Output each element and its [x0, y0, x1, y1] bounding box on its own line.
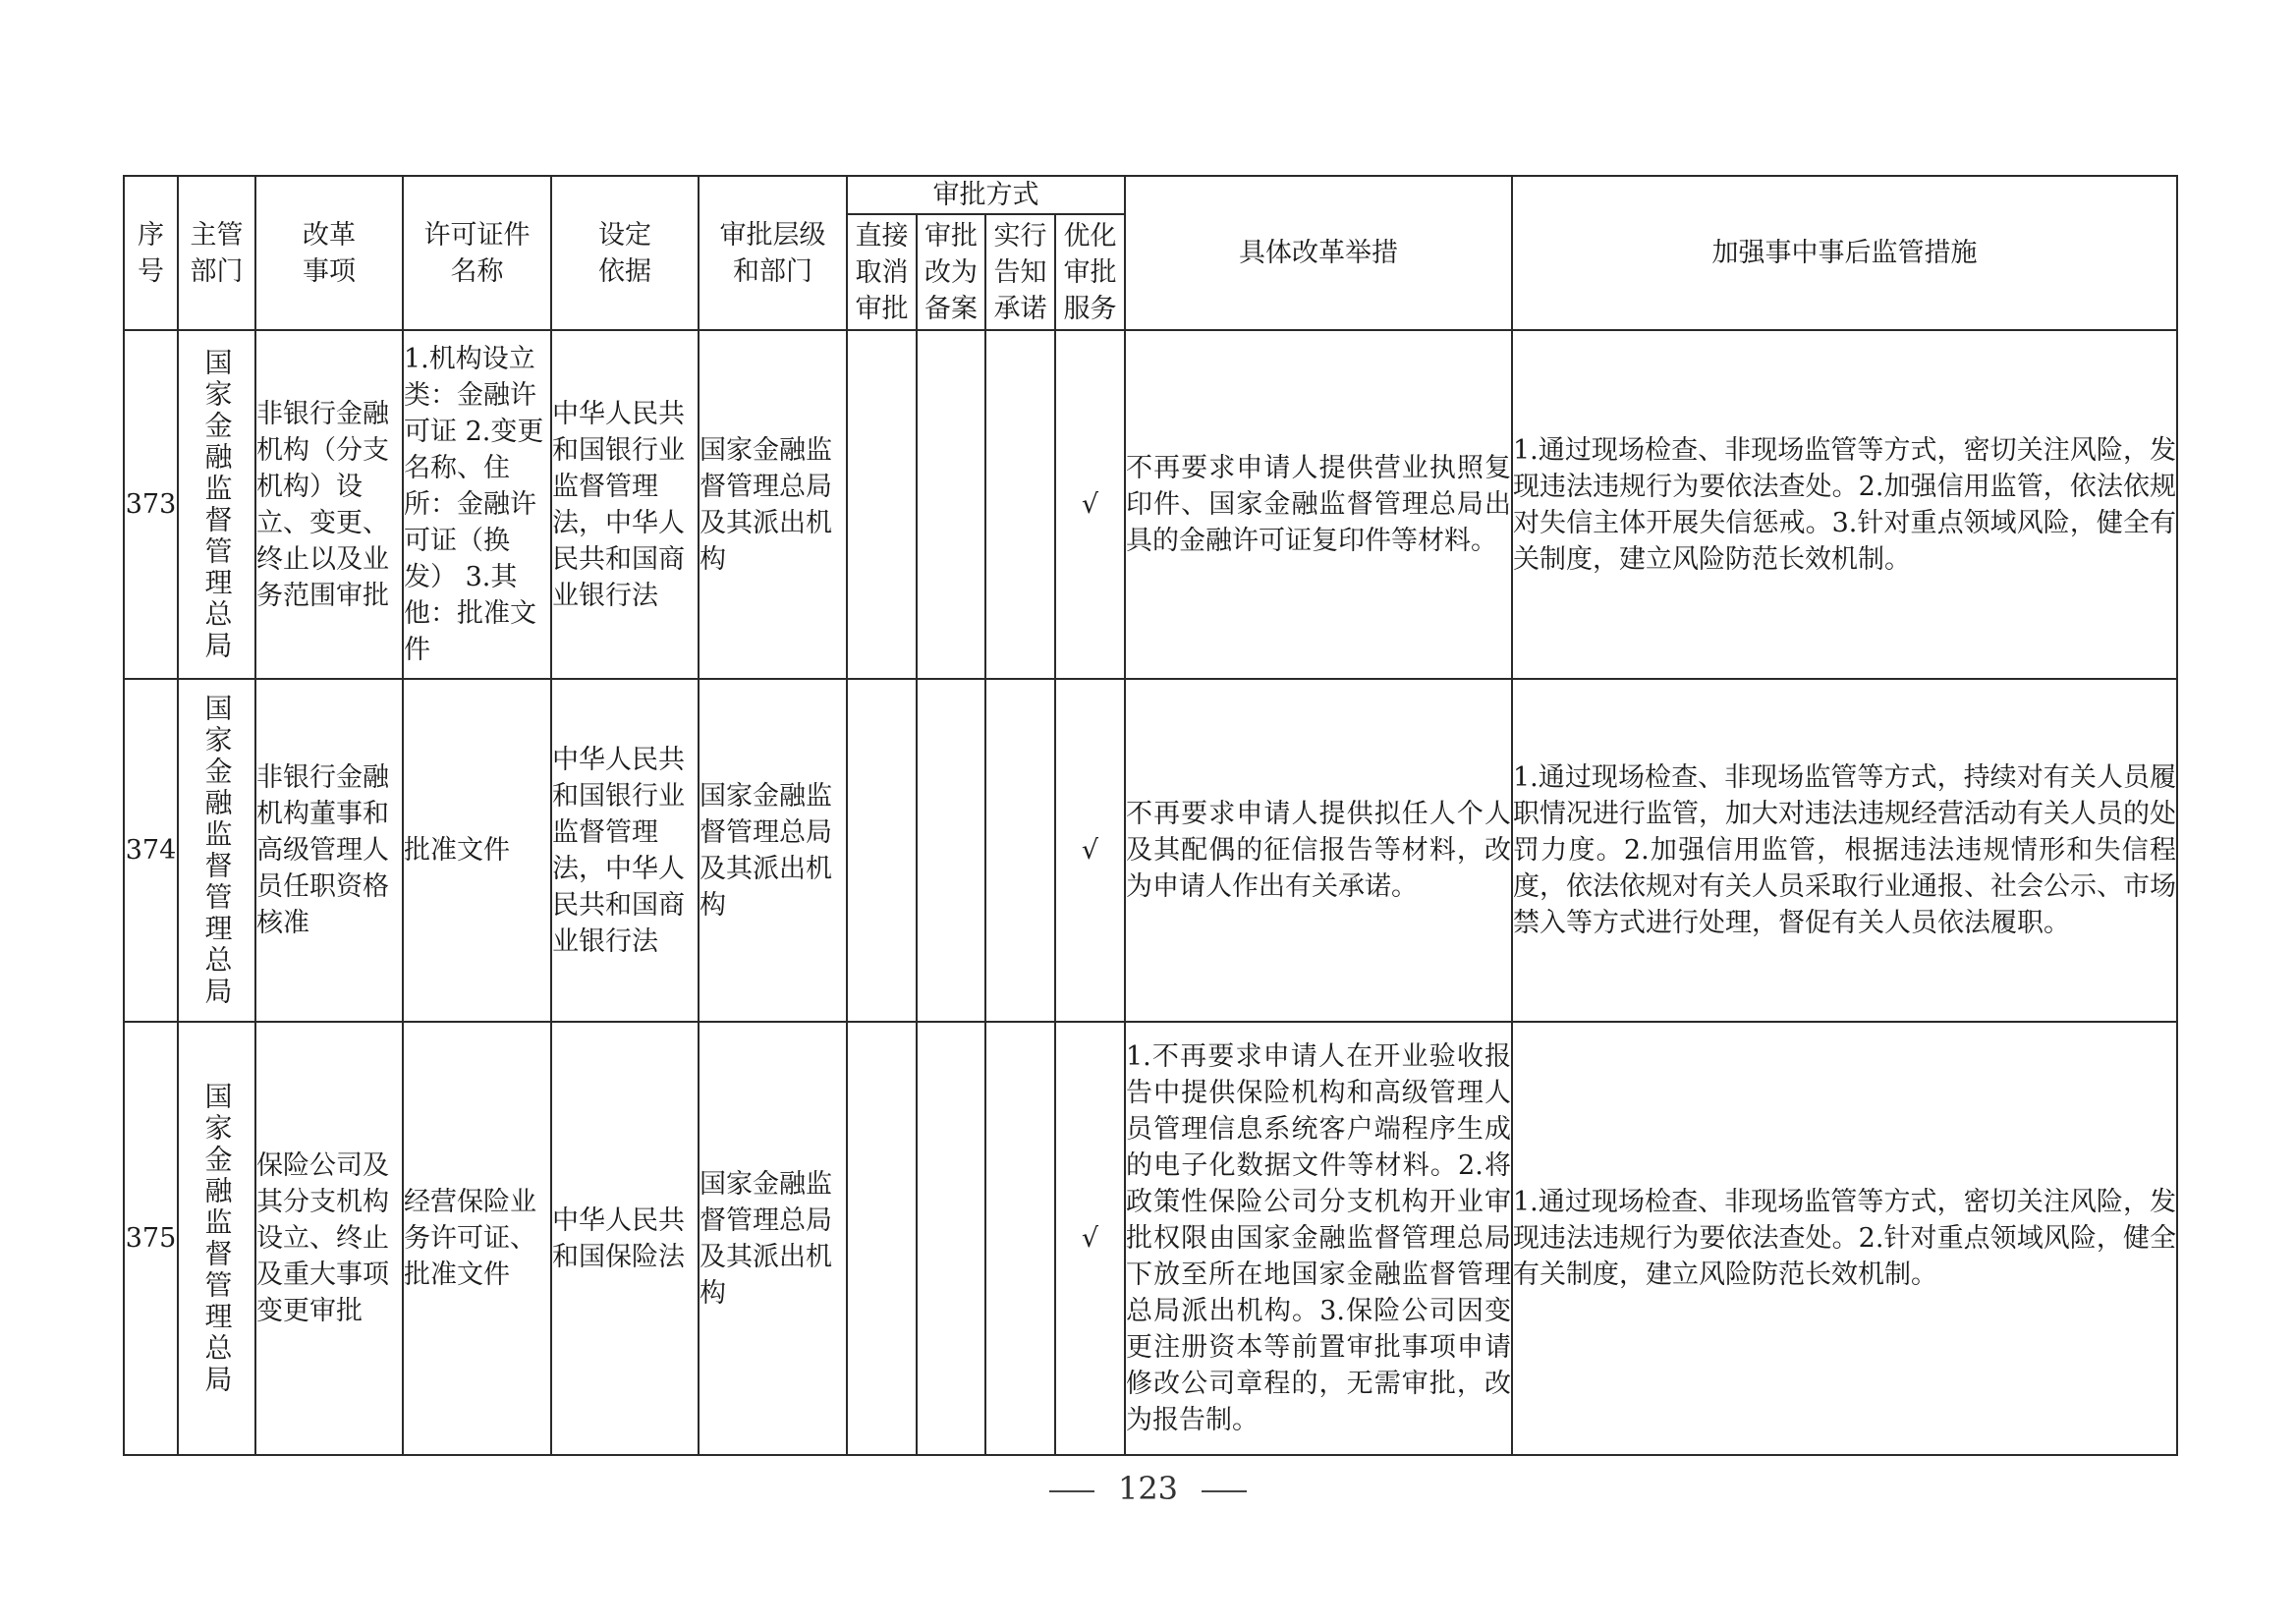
row-basis: 中华人民共和国银行业监督管理法，中华人民共和国商业银行法	[551, 330, 699, 679]
header-method-group: 审批方式	[847, 176, 1125, 214]
header-seq: 序号	[124, 176, 178, 330]
header-row-1	[124, 176, 2177, 214]
page-number-right-dash	[1202, 1490, 1247, 1492]
row-m1	[847, 1022, 917, 1455]
page-number	[0, 1470, 2296, 1507]
header-method-cancel: 直接取消审批	[847, 214, 917, 330]
row-item: 非银行金融机构（分支机构）设立、变更、终止以及业务范围审批	[255, 330, 403, 679]
reform-table	[123, 175, 2178, 1456]
row-measures: 不再要求申请人提供拟任人个人及其配偶的征信报告等材料，改为申请人作出有关承诺。	[1125, 679, 1512, 1022]
row-m4-checkmark: √	[1055, 679, 1125, 1022]
row-dept: 国家金融监督管理总局	[178, 1022, 255, 1455]
row-m1	[847, 330, 917, 679]
header-basis: 设定依据	[551, 176, 699, 330]
header-item: 改革事项	[255, 176, 403, 330]
row-m2	[917, 1022, 985, 1455]
page-number-text: 123	[1117, 1470, 1179, 1507]
header-method-notify: 实行告知承诺	[985, 214, 1055, 330]
row-seq: 374	[124, 679, 178, 1022]
row-basis: 中华人民共和国银行业监督管理法，中华人民共和国商业银行法	[551, 679, 699, 1022]
row-m4-checkmark: √	[1055, 330, 1125, 679]
table-row	[124, 1022, 2177, 1455]
row-supervision: 1.通过现场检查、非现场监管等方式，密切关注风险，发现违法违规行为要依法查处。2.针对重点领域风险，健全有关制度，建立风险防范长效机制。	[1512, 1022, 2177, 1455]
row-item: 保险公司及其分支机构设立、终止及重大事项变更审批	[255, 1022, 403, 1455]
row-supervision: 1.通过现场检查、非现场监管等方式，密切关注风险，发现违法违规行为要依法查处。2.加强信用监管，依法依规对失信主体开展失信惩戒。3.针对重点领域风险，健全有关制度，建立风险防范长效机制。	[1512, 330, 2177, 679]
row-measures: 不再要求申请人提供营业执照复印件、国家金融监督管理总局出具的金融许可证复印件等材料。	[1125, 330, 1512, 679]
row-basis: 中华人民共和国保险法	[551, 1022, 699, 1455]
row-dept: 国家金融监督管理总局	[178, 330, 255, 679]
row-level: 国家金融监督管理总局及其派出机构	[699, 330, 847, 679]
row-license: 经营保险业务许可证、批准文件	[403, 1022, 551, 1455]
row-m1	[847, 679, 917, 1022]
row-level: 国家金融监督管理总局及其派出机构	[699, 679, 847, 1022]
row-license: 批准文件	[403, 679, 551, 1022]
header-level: 审批层级和部门	[699, 176, 847, 330]
header-license: 许可证件名称	[403, 176, 551, 330]
row-dept: 国家金融监督管理总局	[178, 679, 255, 1022]
row-m4-checkmark: √	[1055, 1022, 1125, 1455]
row-m2	[917, 679, 985, 1022]
row-seq: 375	[124, 1022, 178, 1455]
row-measures: 1.不再要求申请人在开业验收报告中提供保险机构和高级管理人员管理信息系统客户端程序生成的电子化数据文件等材料。2.将政策性保险公司分支机构开业审批权限由国家金融监督管理总局下放至所在地国家金融监督管理总局派出机构。3.保险公司因变更注册资本等前置审批事项申请修改公司章程的，无需审批，改为报告制。	[1125, 1022, 1512, 1455]
header-method-optimize: 优化审批服务	[1055, 214, 1125, 330]
row-m3	[985, 679, 1055, 1022]
page-number-left-dash	[1049, 1490, 1094, 1492]
header-dept: 主管部门	[178, 176, 255, 330]
header-supervision: 加强事中事后监管措施	[1512, 176, 2177, 330]
header-method-filing: 审批改为备案	[917, 214, 985, 330]
row-m2	[917, 330, 985, 679]
row-level: 国家金融监督管理总局及其派出机构	[699, 1022, 847, 1455]
row-m3	[985, 1022, 1055, 1455]
row-supervision: 1.通过现场检查、非现场监管等方式，持续对有关人员履职情况进行监管，加大对违法违规经营活动有关人员的处罚力度。2.加强信用监管，根据违法违规情形和失信程度，依法依规对有关人员采取行业通报、社会公示、市场禁入等方式进行处理，督促有关人员依法履职。	[1512, 679, 2177, 1022]
table-row	[124, 330, 2177, 679]
table-row	[124, 679, 2177, 1022]
row-license: 1.机构设立类：金融许可证 2.变更名称、住所：金融许可证（换发） 3.其他：批准文件	[403, 330, 551, 679]
row-m3	[985, 330, 1055, 679]
row-seq: 373	[124, 330, 178, 679]
header-measures: 具体改革举措	[1125, 176, 1512, 330]
row-item: 非银行金融机构董事和高级管理人员任职资格核准	[255, 679, 403, 1022]
